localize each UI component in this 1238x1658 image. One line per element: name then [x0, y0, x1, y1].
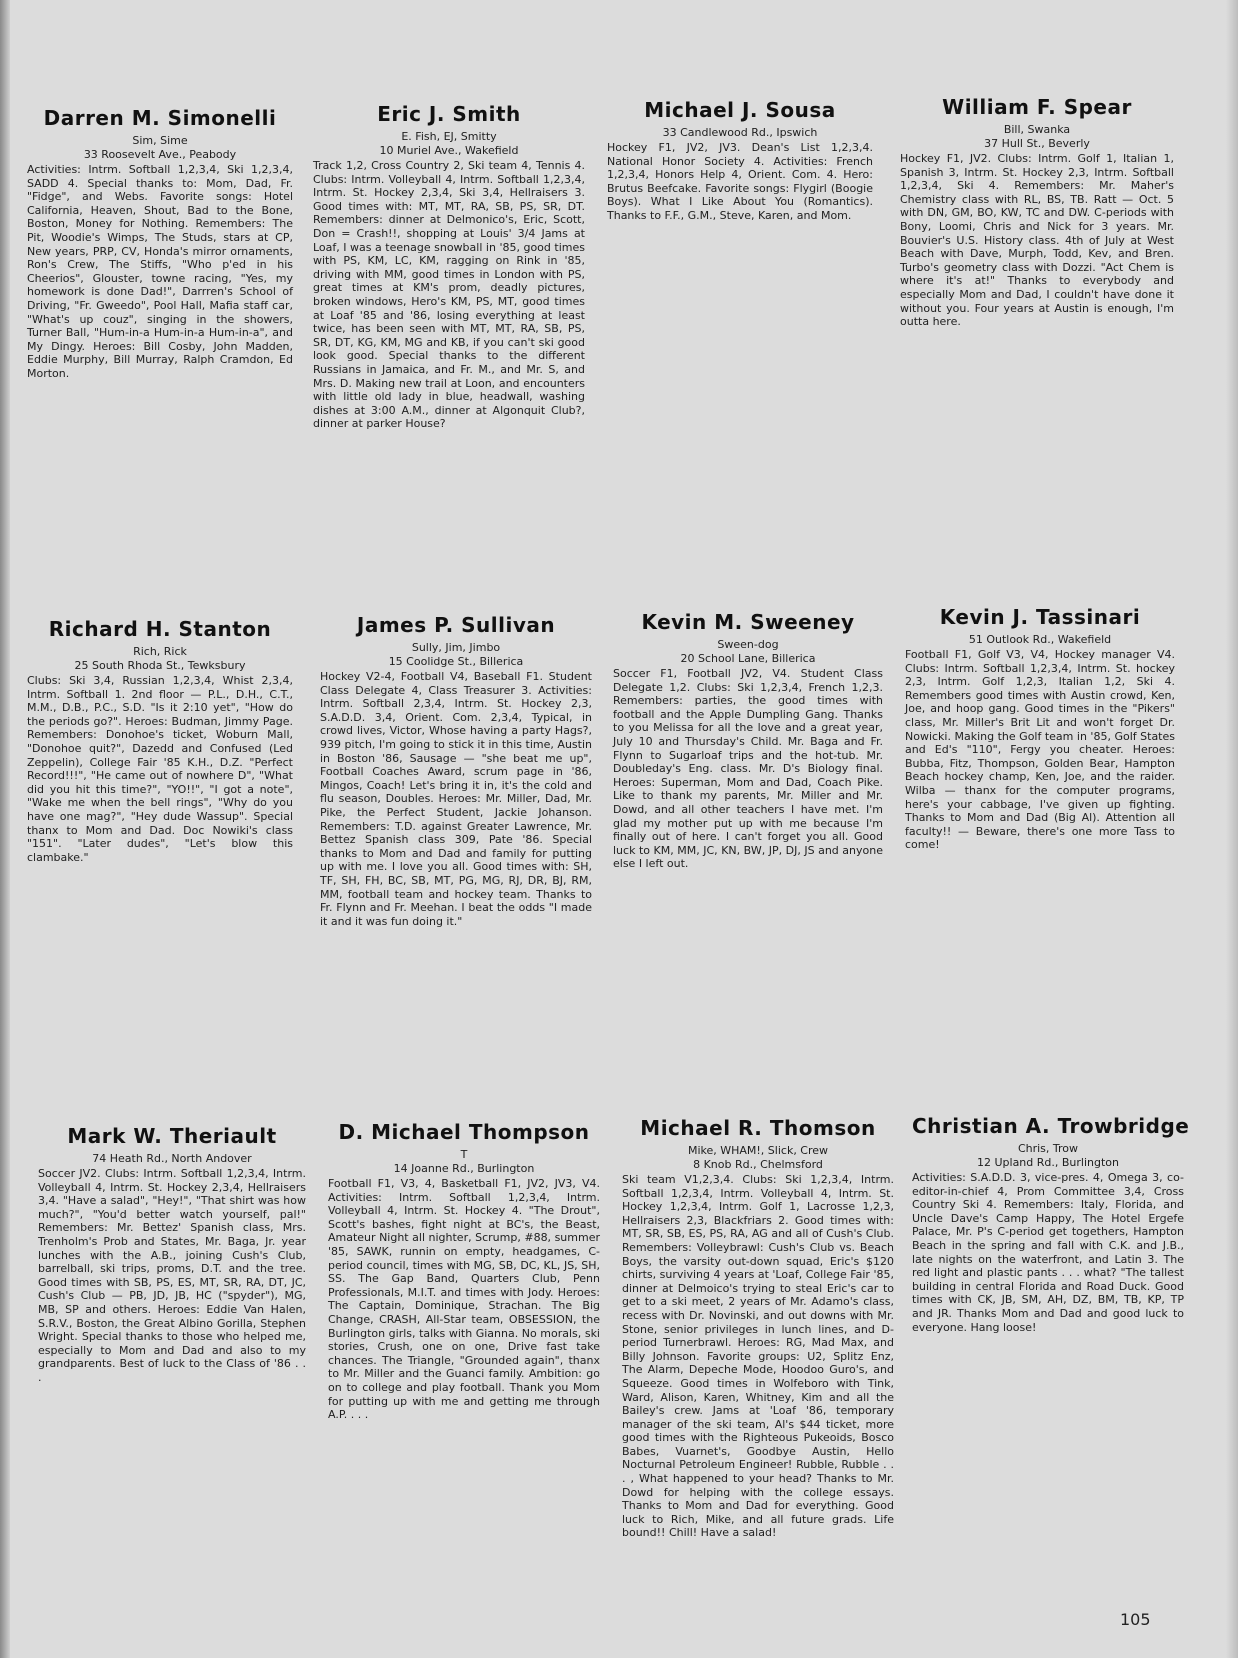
- student-bio: Hockey F1, JV2. Clubs: Intrm. Golf 1, Italian 1, Spanish 3, Intrm. St. Hockey 2,3, Intrm. Softball 1,2,3,4, Ski 4. Remembers: Mr. Maher's Chemistry class with RL, BS, TB. Ratt — Oct. 5 with DN, GM, BO, KW, TC and DW. C-periods with Bony, Loomi, Chris and Nick for 3 years. Mr. Bouvier's U.S. History class. 4th of July at West Beach with Dave, Murph, Todd, Kev, and Bren. Turbo's geometry class with Dozzi. "Act Chem is where it's at!" Thanks to everybody and especially Mom and Dad, I couldn't have done it without you. Four years at Austin is enough, I'm outta here.: [900, 152, 1174, 329]
- senior-entry-simonelli: [27, 106, 293, 381]
- page-binding-edge: [0, 0, 10, 1658]
- student-bio: Hockey F1, JV2, JV3. Dean's List 1,2,3,4. National Honor Society 4. Activities: French 1,2,3,4, Honors Help 4, Orient. Com. 4. Hero: Brutus Beefcake. Favorite songs: Flygirl (Boogie Boys). What I Like About You (Romantics). Thanks to F.F., G.M., Steve, Karen, and Mom.: [607, 141, 873, 222]
- student-nicknames: Chris, Trow: [1017, 1142, 1079, 1155]
- student-nicknames: Bill, Swanka: [1003, 123, 1071, 136]
- page-outer-edge: [1226, 0, 1238, 1658]
- student-name: Michael R. Thomson: [640, 1116, 876, 1140]
- student-address: 37 Hull St., Beverly: [984, 137, 1090, 150]
- senior-entry-sullivan: [320, 613, 592, 928]
- student-nicknames: E. Fish, EJ, Smitty: [401, 130, 497, 143]
- senior-entry-theriault: [38, 1124, 306, 1385]
- senior-entry-smith: [313, 102, 585, 431]
- student-name: Darren M. Simonelli: [43, 106, 277, 130]
- student-name: Richard H. Stanton: [48, 617, 272, 641]
- student-address: 8 Knob Rd., Chelmsford: [693, 1158, 823, 1171]
- student-bio: Football F1, V3, 4, Basketball F1, JV2, JV3, V4. Activities: Intrm. Softball 1,2,3,4, Intrm. Volleyball 4, Intrm. St. Hockey 4. "The Drout", Scott's bashes, fight night at BC's, the Beast, Amateur Night all nighter, Scrump, #88, summer '85, SAWK, runnin on empty, headgames, C-period council, times with MG, SB, DC, KL, JS, SH, SS. The Gap Band, Quarters Club, Penn Professionals, M.I.T. and times with Jody. Heroes: The Captain, Dominique, Strachan. The Big Change, CRASH, All-Star team, OBSESSION, the Burlington girls, talks with Gianna. No morals, ski stories, Crush, one on one, Drive fast take chances. The Triangle, "Grounded again", thanx to Mr. Miller and the Guanci family. Ambition: go on to college and play football. Thank you Mom for putting up with me and getting me through A.P. . . .: [328, 1177, 600, 1422]
- student-address: 12 Upland Rd., Burlington: [976, 1156, 1119, 1169]
- student-bio: Ski team V1,2,3,4. Clubs: Ski 1,2,3,4, Intrm. Softball 1,2,3,4, Intrm. Volleyball 4, Intrm. St. Hockey 1,2,3,4, Intrm. Golf 1, Lacrosse 1,2,3, Hellraisers 2,3, Blackfriars 2. Good times with: MT, SR, SB, ES, PS, RA, AG and all of Cush's Club. Remembers: Volleybrawl: Cush's Club vs. Beach Boys, the varsity out-down squad, Eric's $120 chirts, surviving 4 years at 'Loaf, College Fair '85, dinner at Delmoico's trying to steal Eric's car to get to a ski meet, 2 years of Mr. Adamo's class, recess with Dr. Novinski, and out downs with Mr. Stone, senior privileges in lunch lines, and D-period Turnerbrawl. Heroes: RG, Mad Max, and Billy Johnson. Favorite groups: U2, Splitz Enz, The Alarm, Depeche Mode, Hoodoo Guro's, and Squeeze. Good times in Wolfeboro with Tink, Ward, Alison, Karen, Whitney, Kim and all the Bailey's crew. Jams at 'Loaf '86, temporary manager of the ski team, Al's $44 ticket, more good times with the Righteous Pukeoids, Bosco Babes, Vuarnet's, Goodbye Austin, Hello Nocturnal Petroleum Engineer! Rubble, Rubble . . . , What happened to your head? Thanks to Mr. Dowd for helping with the college essays. Thanks to Mom and Dad for everything. Good luck to Rich, Mike, and all future grads. Life bound!! Chill! Have a salad!: [622, 1173, 894, 1540]
- student-address: 51 Outlook Rd., Wakefield: [968, 633, 1112, 646]
- student-nicknames: T: [460, 1148, 468, 1161]
- student-name: James P. Sullivan: [356, 613, 556, 637]
- student-address: 33 Roosevelt Ave., Peabody: [83, 148, 237, 161]
- student-bio: Soccer JV2. Clubs: Intrm. Softball 1,2,3,4, Intrm. Volleyball 4, Intrm. St. Hockey 2,3,4, Hellraisers 3,4. "Have a salad", "Hey!", "That shirt was how much?", "You'd better watch yourself, pal!" Remembers: Mr. Bettez' Spanish class, Mrs. Trenholm's Prob and States, Mr. Baga, Jr. year lunches with the A.B., joining Cush's Club, barrelball, ski trips, proms, D.T. and the tree. Good times with SB, PS, ES, MT, SR, RA, DT, JC, Cush's Club — PB, JD, JB, HC ("spyder"), MG, MB, SP and others. Heroes: Eddie Van Halen, S.R.V., Boston, the Great Albino Gorilla, Stephen Wright. Special thanks to those who helped me, especially to Mom and Dad and also to my grandparents. Best of luck to the Class of '86 . . .: [38, 1167, 306, 1384]
- student-address: 15 Coolidge St., Billerica: [388, 655, 524, 668]
- senior-entry-sweeney: [613, 610, 883, 871]
- student-bio: Soccer F1, Football JV2, V4. Student Class Delegate 1,2. Clubs: Ski 1,2,3,4, French 1,2,3. Remembers: parties, the good times with football and the Apple Dumpling Gang. Thanks to you Melissa for all the love and a great year, July 10 and Thursday's Child. Mr. Baga and Fr. Flynn to Sugarloaf trips and the hot-tub. Mr. Doubleday's Eng. class. Mr. D's Biology final. Heroes: Superman, Mom and Dad, Coach Pike. Like to thank my parents, Mr. Miller and Mr. Dowd, and all other teachers I have met. I'm glad my mother put up with me because I'm finally out of here. I can't forget you all. Good luck to KM, MM, JC, KN, BW, JP, DJ, JS and anyone else I left out.: [613, 667, 883, 871]
- student-bio: Football F1, Golf V3, V4, Hockey manager V4. Clubs: Intrm. Softball 1,2,3,4, Intrm. St. hockey 2,3, Intrm. Golf 1,2,3, Italian 1,2, Ski 4. Remembers good times with Austin crowd, Ken, Joe, and hoop gang. Good times in the "Pikers" class, Mr. Miller's Brit Lit and won't forget Dr. Nowicki. Making the Golf team in '85, Golf States and Ed's "110", Fergy you cheater. Heroes: Bubba, Fitz, Thompson, Golden Bear, Hampton Beach hockey champ, Ken, Joe, and the raider. Wilba — thanx for the computer programs, here's your cabbage, I've given up fighting. Thanks to Mom and Dad (Big Al). Attention all faculty!! — Beware, there's one more Tass to come!: [905, 648, 1175, 852]
- student-name: Michael J. Sousa: [644, 98, 836, 122]
- senior-entry-sousa: [607, 98, 873, 223]
- senior-entry-thompson: [328, 1120, 600, 1422]
- student-nicknames: Rich, Rick: [133, 645, 187, 658]
- student-bio: Activities: S.A.D.D. 3, vice-pres. 4, Omega 3, co-editor-in-chief 4, Prom Committee 3,4, Cross Country Ski 4. Remembers: Italy, Florida, and Uncle Dave's Camp Happy, The Hotel Ergefe Palace, Mr. P's C-period get togethers, Hampton Beach in the spring and fall with C.K. and J.B., late nights on the waterfront, and Latin 3. The red light and plastic pants . . . what? "The tallest building in central Florida and Road Duck. Good times with CK, JB, SM, AH, DZ, BM, TB, KP, TP and JR. Thanks Mom and Dad and good luck to everyone. Hang loose!: [912, 1171, 1184, 1334]
- student-name: Eric J. Smith: [377, 102, 521, 126]
- student-name: William F. Spear: [942, 95, 1132, 119]
- student-address: 25 South Rhoda St., Tewksbury: [74, 659, 246, 672]
- student-address: 74 Heath Rd., North Andover: [92, 1152, 252, 1165]
- student-nicknames: Sween-dog: [717, 638, 779, 651]
- student-name: Christian A. Trowbridge: [912, 1114, 1190, 1138]
- senior-entry-stanton: [27, 617, 293, 864]
- senior-entry-trowbridge: [912, 1114, 1190, 1334]
- student-bio: Activities: Intrm. Softball 1,2,3,4, Ski 1,2,3,4, SADD 4. Special thanks to: Mom, Dad, Fr. "Fidge", and Webs. Favorite songs: Hotel California, Heaven, Shout, Bad to the Bone, Boston, Money for Nothing. Remembers: The Pit, Woodie's Wimps, The Studs, stars at CP, New years, PRP, CV, Honda's mirror ornaments, Ron's Crew, The Stiffs, "Who p'ed in his Cheerios", Glouster, towne racing, "Yes, my homework is done Dad!", Darrren's School of Driving, "Fr. Gweedo", Pool Hall, Mafia staff car, "What's up couz", singing in the showers, Turner Ball, "Hum-in-a Hum-in-a Hum-in-a", and My Dingy. Heroes: Bill Cosby, John Madden, Eddie Murphy, Bill Murray, Ralph Cramdon, Ed Morton.: [27, 163, 293, 380]
- student-bio: Clubs: Ski 3,4, Russian 1,2,3,4, Whist 2,3,4, Intrm. Softball 1. 2nd floor — P.L., D.H., C.T., M.M., D.B., P.C., S.D. "Is it 2:10 yet", "How do the periods go?". Heroes: Budman, Jimmy Page. Remembers: Donohoe's ticket, Woburn Mall, "Donohoe quit?", Dazedd and Confused (Led Zeppelin), College Fair '85 K.H., D.Z. "Perfect Record!!!", "He came out of nowhere D", "What did you hit this time?", "YO!!", "I got a note", "Wake me when the bell rings", "Why do you have one mag?", "Hey dude Wassup". Special thanx to Mom and Dad. Doc Nowiki's class "151". "Later dudes", "Let's blow this clambake.": [27, 674, 293, 864]
- student-name: Kevin M. Sweeney: [641, 610, 855, 634]
- page-number: 105: [1120, 1610, 1151, 1629]
- student-nicknames: Mike, WHAM!, Slick, Crew: [687, 1144, 829, 1157]
- student-nicknames: Sully, Jim, Jimbo: [411, 641, 501, 654]
- student-address: 10 Muriel Ave., Wakefield: [379, 144, 519, 157]
- student-address: 14 Joanne Rd., Burlington: [393, 1162, 535, 1175]
- senior-entry-thomson: [622, 1116, 894, 1540]
- student-address: 20 School Lane, Billerica: [680, 652, 816, 665]
- student-bio: Track 1,2, Cross Country 2, Ski team 4, Tennis 4. Clubs: Intrm. Volleyball 4, Intrm. Softball 1,2,3,4, Intrm. St. Hockey 2,3,4, Ski 3,4, Hellraisers 3. Good times with: MT, MT, RA, SB, PS, SR, DT. Remembers: dinner at Delmonico's, Eric, Scott, Don = Crash!!, shopping at Louis' 3/4 Jams at Loaf, I was a teenage snowball in '85, good times with PS, KM, LC, KM, ragging on Rink in '85, driving with MM, good times in London with PS, great times at KM's prom, deadly pictures, broken windows, Hero's KM, PS, MT, good times at Loaf '85 and '86, losing everything at least twice, has been seen with MT, MT, RA, SB, PS, SR, DT, KG, KM, MG and KB, if you can't ski good look good. Special thanks to the different Russians in Jamaica, and Fr. M., and Mr. S, and Mrs. D. Making new trail at Loon, and encounters with little old lady in blue, headwall, washing dishes at 3:00 A.M., dinner at Algonquit Club?, dinner at parker House?: [313, 159, 585, 431]
- student-bio: Hockey V2-4, Football V4, Baseball F1. Student Class Delegate 4, Class Treasurer 3. Activities: Intrm. Softball 2,3,4, Intrm. St. Hockey 2,3, S.A.D.D. 3,4, Orient. Com. 2,3,4, Typical, in crowd lives, Victor, Whose having a party Hags?, 939 pitch, I'm going to stick it in this time, Austin in Boston '86, Sausage — "she beat me up", Football Coaches Award, scrum page in '86, Mingos, Coach! Let's bring it in, it's the cold and flu season, Doubles. Heroes: Mr. Miller, Dad, Mr. Pike, the Perfect Student, Jackie Johanson. Remembers: T.D. against Greater Lawrence, Mr. Bettez Spanish class 309, Pate '86. Special thanks to Mom and Dad and family for putting up with me. I love you all. Good times with: SH, TF, SH, FH, BC, SB, MT, PG, MG, RJ, DR, BJ, RM, MM, football team and hockey team. Thanks to Fr. Flynn and Fr. Meehan. I beat the odds "I made it and it was fun doing it.": [320, 670, 592, 928]
- senior-entry-spear: [900, 95, 1174, 329]
- senior-entry-tassinari: [905, 605, 1175, 852]
- student-name: D. Michael Thompson: [338, 1120, 590, 1144]
- student-address: 33 Candlewood Rd., Ipswich: [662, 126, 818, 139]
- student-name: Kevin J. Tassinari: [939, 605, 1141, 629]
- student-name: Mark W. Theriault: [67, 1124, 277, 1148]
- student-nicknames: Sim, Sime: [132, 134, 188, 147]
